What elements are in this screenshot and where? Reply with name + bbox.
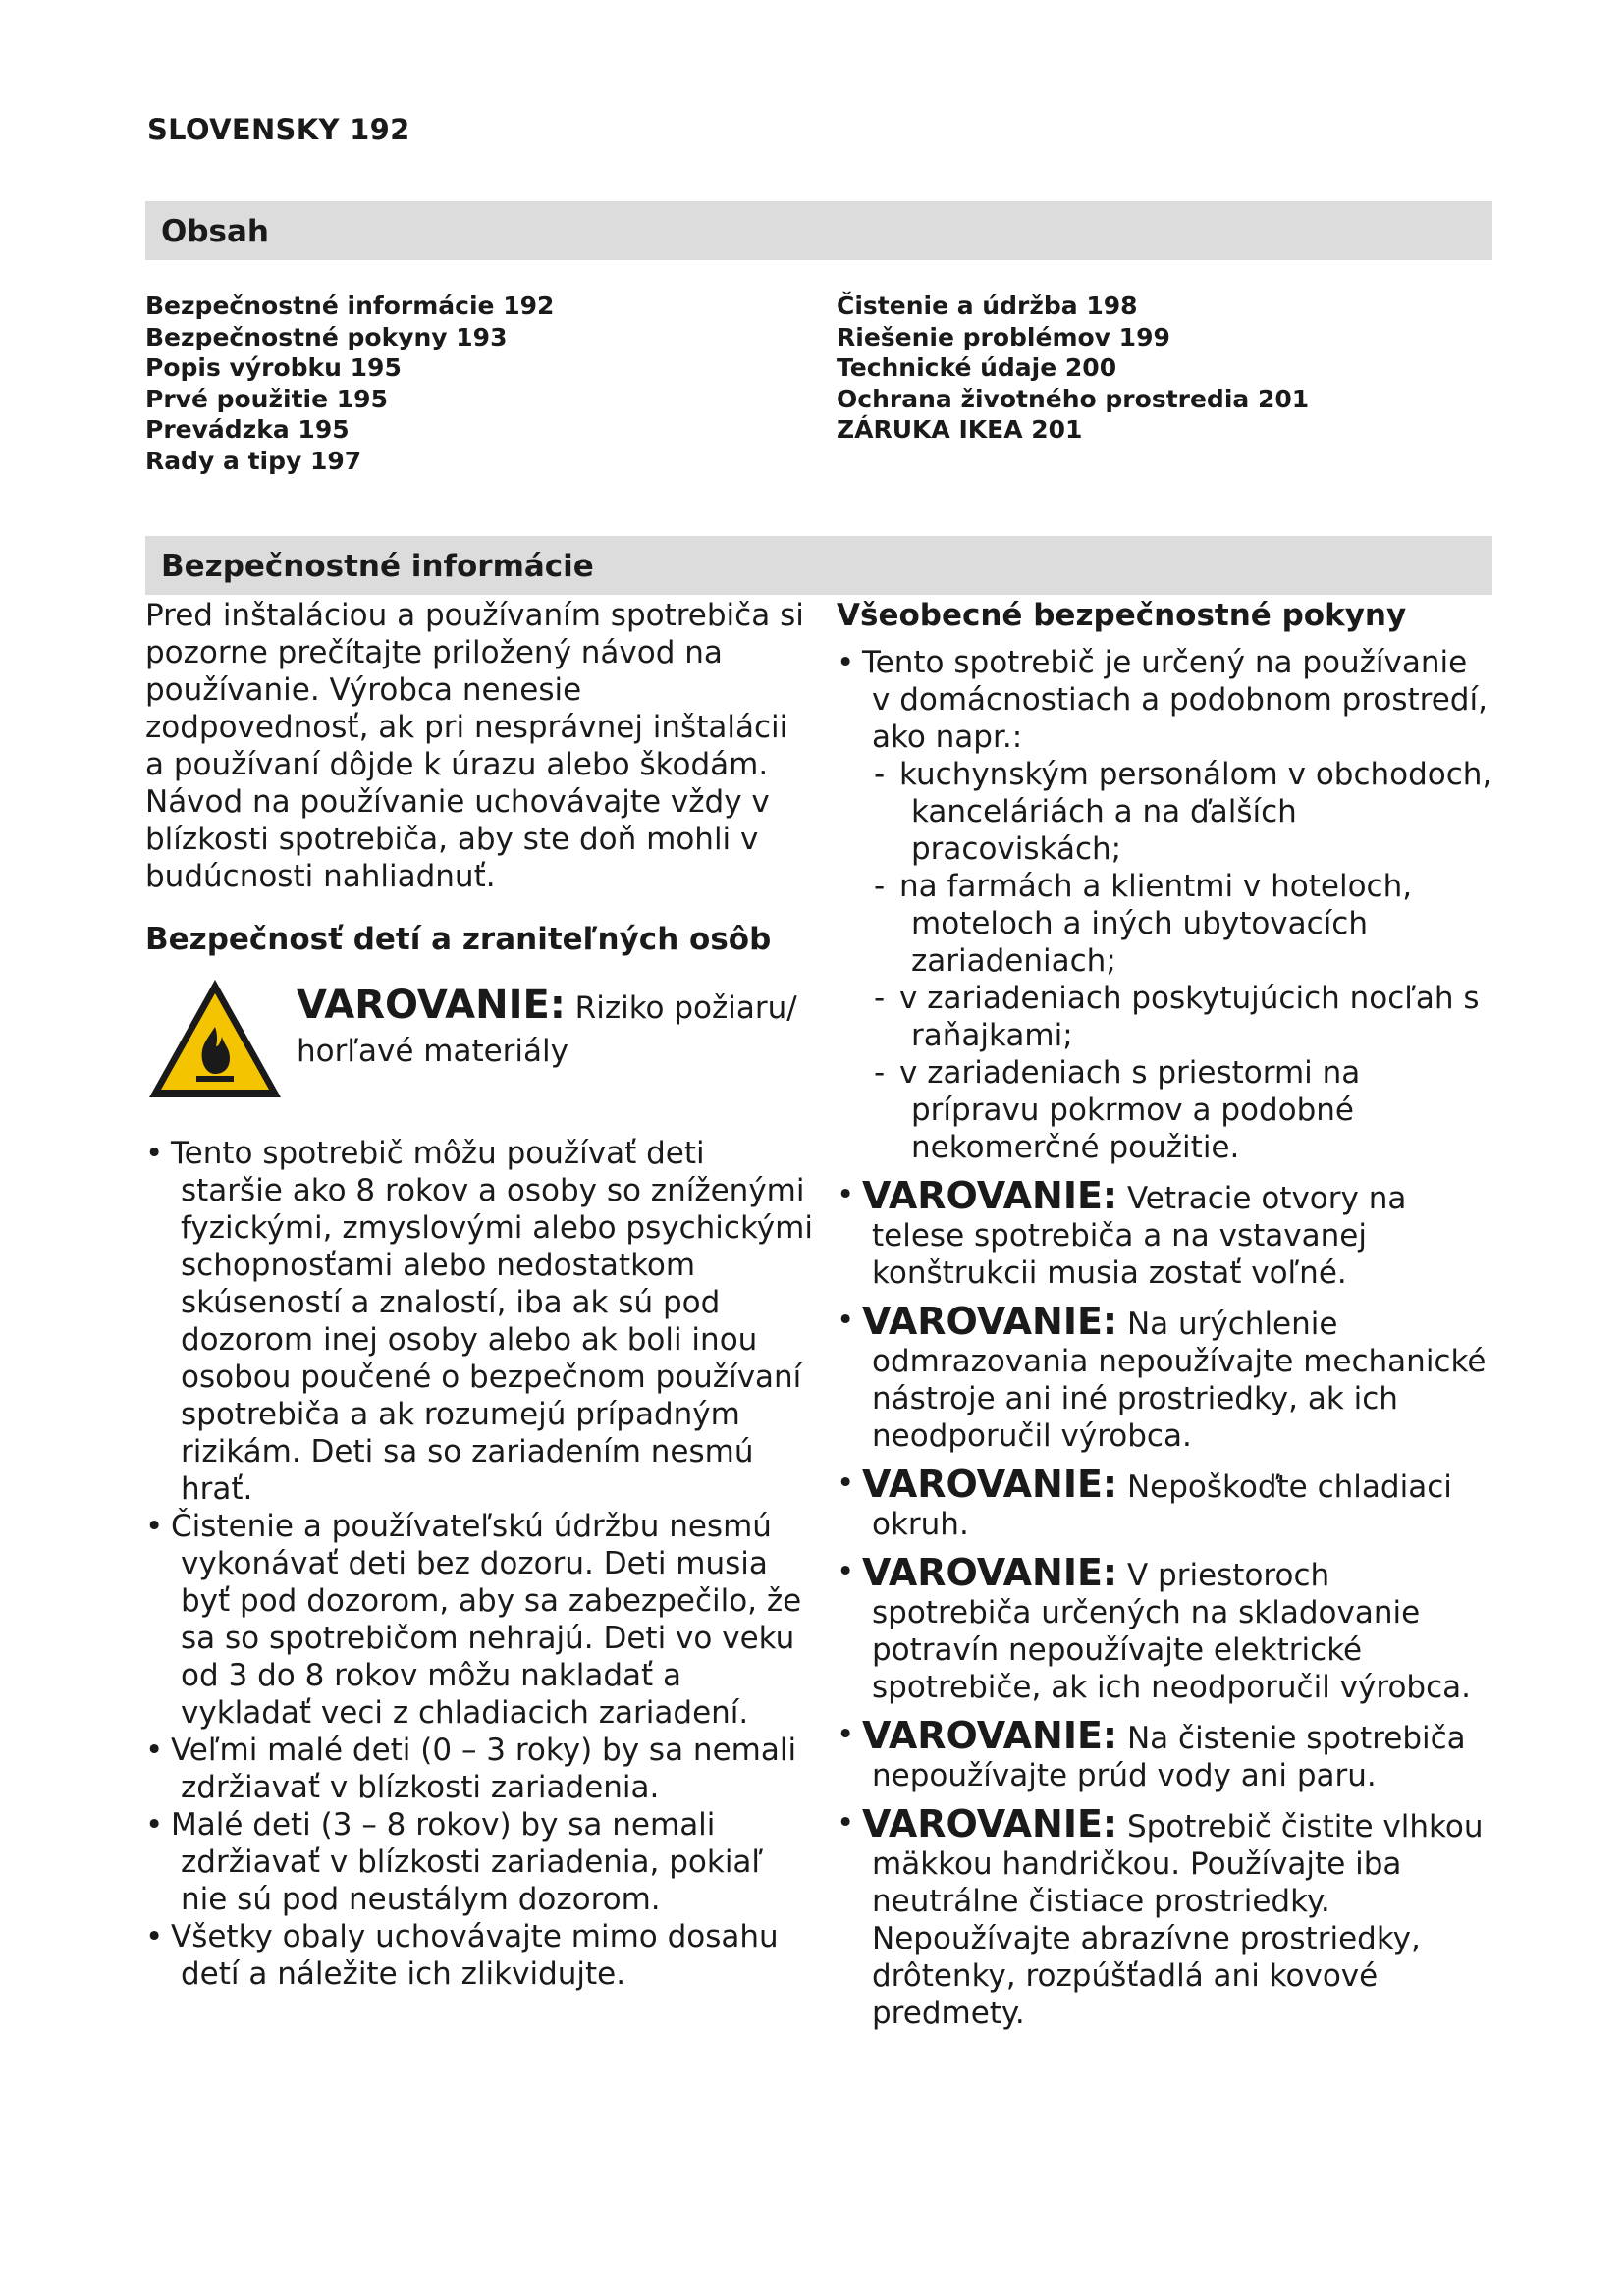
bullet-icon: •: [837, 1554, 855, 1589]
warning-message: V priestoroch spotrebiča určených na skladovanie potravín nepoužívajte elektrické spotrebiče, ak ich neodporučil výrobca.: [872, 1558, 1471, 1705]
dash-icon: -: [874, 869, 886, 904]
toc-entry[interactable]: Čistenie a údržba 198: [837, 292, 1138, 320]
bullet-icon: •: [837, 645, 855, 680]
toc-entry[interactable]: ZÁRUKA IKEA 201: [837, 415, 1083, 444]
bullet-icon: •: [145, 1733, 164, 1768]
list-item: • Tento spotrebič je určený na používanie v domácnostiach a podobnom prostredí, ako napr.: - kuchynským personálom v obchodoch, kanceláriách a na ďalších pracoviskách; - na farmách a klientmi v hoteloch, moteloch a iných ubytovacích zariadeniach; - v zariadeniach poskytujúcich nocľah s raňajkami; - v zariadeniach s priestormi na prípravu pokrmov a podobné nekomerčné použitie.: [837, 644, 1494, 1166]
toc-entry[interactable]: Bezpečnostné informácie 192: [145, 292, 555, 320]
toc-header-bar: [145, 201, 1492, 260]
page-header: SLOVENSKY 192: [147, 113, 410, 146]
warning-item: [837, 1302, 1494, 1455]
toc-entry[interactable]: Technické údaje 200: [837, 353, 1117, 382]
list-item: • Všetky obaly uchovávajte mimo dosahu detí a náležite ich zlikvidujte.: [145, 1919, 779, 1992]
warning-message: Spotrebič čistite vlhkou mäkkou handričkou. Používajte iba neutrálne čistiace prostriedky. Nepoužívajte abrazívne prostriedky, drôtenky, rozpúšťadlá ani kovové predmety.: [872, 1809, 1484, 2031]
warning-item: [837, 1553, 1494, 1706]
toc-entry[interactable]: Ochrana životného prostredia 201: [837, 384, 1310, 413]
warning-item: [837, 1176, 1494, 1292]
warning-message: Riziko požiaru/ horľavé materiály: [297, 990, 797, 1069]
usage-sub-list: [862, 756, 1494, 1166]
warning-label: VAROVANIE:: [862, 1463, 1118, 1506]
children-safety-heading: Bezpečnosť detí a zraniteľných osôb: [145, 922, 772, 957]
warning-item: [837, 1465, 1494, 1543]
bullet-icon: •: [837, 1717, 855, 1752]
bullet-icon: •: [145, 1136, 164, 1171]
toc-entry[interactable]: Prevádzka 195: [145, 415, 350, 444]
dash-icon: -: [874, 1055, 886, 1091]
intro-paragraph: Pred inštaláciou a používaním spotrebiča si pozorne prečítajte priložený návod na používanie. Výrobca nenesie zodpovednosť, ak pri nesprávnej inštalácii a používaní dôjde k úrazu alebo škodám. Návod na používanie uchovávajte vždy v blízkosti spotrebiča, aby ste doň mohli v budúcnosti nahliadnuť.: [145, 598, 804, 894]
bullet-icon: •: [145, 1509, 164, 1544]
warning-item: [837, 1804, 1494, 2032]
bullet-icon: •: [837, 1177, 855, 1212]
list-item: • Čistenie a používateľskú údržbu nesmú vykonávať deti bez dozoru. Deti musia byť pod dozorom, aby sa zabezpečilo, že sa so spotrebičom nehrajú. Deti vo veku od 3 do 8 rokov môžu nakladať a vykladať veci z chladiacich zariadení.: [145, 1509, 802, 1731]
list-item: • Veľmi malé deti (0 – 3 roky) by sa nemali zdržiavať v blízkosti zariadenia.: [145, 1733, 797, 1805]
fire-warning-box: [145, 976, 813, 1113]
safety-title: Bezpečnostné informácie: [161, 549, 594, 584]
toc-left-column: [145, 291, 554, 476]
list-item: - kuchynským personálom v obchodoch, kanceláriách a na ďalších pracoviskách;: [874, 757, 1492, 867]
bullet-icon: •: [837, 1303, 855, 1338]
dash-icon: -: [874, 981, 886, 1016]
flammable-warning-icon: [145, 976, 285, 1101]
bullet-icon: •: [837, 1466, 855, 1501]
list-item: - v zariadeniach poskytujúcich nocľah s raňajkami;: [874, 981, 1480, 1053]
fire-warning-text: [297, 984, 807, 1073]
warning-label: VAROVANIE:: [862, 1802, 1118, 1845]
warning-label: VAROVANIE:: [862, 1714, 1118, 1757]
list-item: - v zariadeniach s priestormi na prípravu pokrmov a podobné nekomerčné použitie.: [874, 1055, 1361, 1165]
general-bullet-list: [837, 644, 1494, 2032]
warning-message: Na urýchlenie odmrazovania nepoužívajte mechanické nástroje ani iné prostriedky, ak ich neodporučil výrobca.: [872, 1307, 1487, 1454]
list-item: • Tento spotrebič môžu používať deti staršie ako 8 rokov a osoby so zníženými fyzickými, zmyslovými alebo psychickými schopnosťami alebo nedostatkom skúseností a znalostí, iba ak sú pod dozorom inej osoby alebo ak boli inou osobou poučené o bezpečnom používaní spotrebiča a ak rozumejú prípadným rizikám. Deti sa so zariadením nesmú hrať.: [145, 1136, 813, 1507]
toc-entry[interactable]: Prvé použitie 195: [145, 384, 388, 413]
left-column: [145, 597, 813, 1993]
bullet-icon: •: [145, 1807, 164, 1842]
children-bullet-list: [145, 1135, 813, 1993]
warning-message: Na čistenie spotrebiča nepoužívajte prúd vody ani paru.: [872, 1721, 1466, 1793]
bullet-icon: •: [837, 1805, 855, 1841]
warning-label: VAROVANIE:: [862, 1174, 1118, 1217]
toc-entry[interactable]: Popis výrobku 195: [145, 353, 402, 382]
safety-header-bar: [145, 536, 1492, 595]
bullet-icon: •: [145, 1919, 164, 1954]
toc-right-column: [837, 291, 1309, 446]
warning-item: [837, 1716, 1494, 1794]
warning-label: VAROVANIE:: [862, 1300, 1118, 1343]
right-column: [837, 597, 1494, 2032]
warning-label: VAROVANIE:: [862, 1551, 1118, 1594]
toc-title: Obsah: [161, 214, 269, 249]
warning-message: Vetracie otvory na telese spotrebiča a na vstavanej konštrukcii musia zostať voľné.: [872, 1181, 1407, 1291]
toc-entry[interactable]: Rady a tipy 197: [145, 446, 362, 475]
dash-icon: -: [874, 757, 886, 792]
warning-label: VAROVANIE:: [297, 983, 566, 1028]
warning-message: Nepoškoďte chladiaci okruh.: [872, 1469, 1452, 1542]
toc-entry[interactable]: Riešenie problémov 199: [837, 322, 1170, 351]
toc-entry[interactable]: Bezpečnostné pokyny 193: [145, 322, 508, 351]
general-safety-heading: Všeobecné bezpečnostné pokyny: [837, 598, 1407, 633]
list-item: • Malé deti (3 – 8 rokov) by sa nemali zdržiavať v blízkosti zariadenia, pokiaľ nie sú pod neustálym dozorom.: [145, 1807, 764, 1917]
list-item: - na farmách a klientmi v hoteloch, moteloch a iných ubytovacích zariadeniach;: [874, 869, 1413, 979]
